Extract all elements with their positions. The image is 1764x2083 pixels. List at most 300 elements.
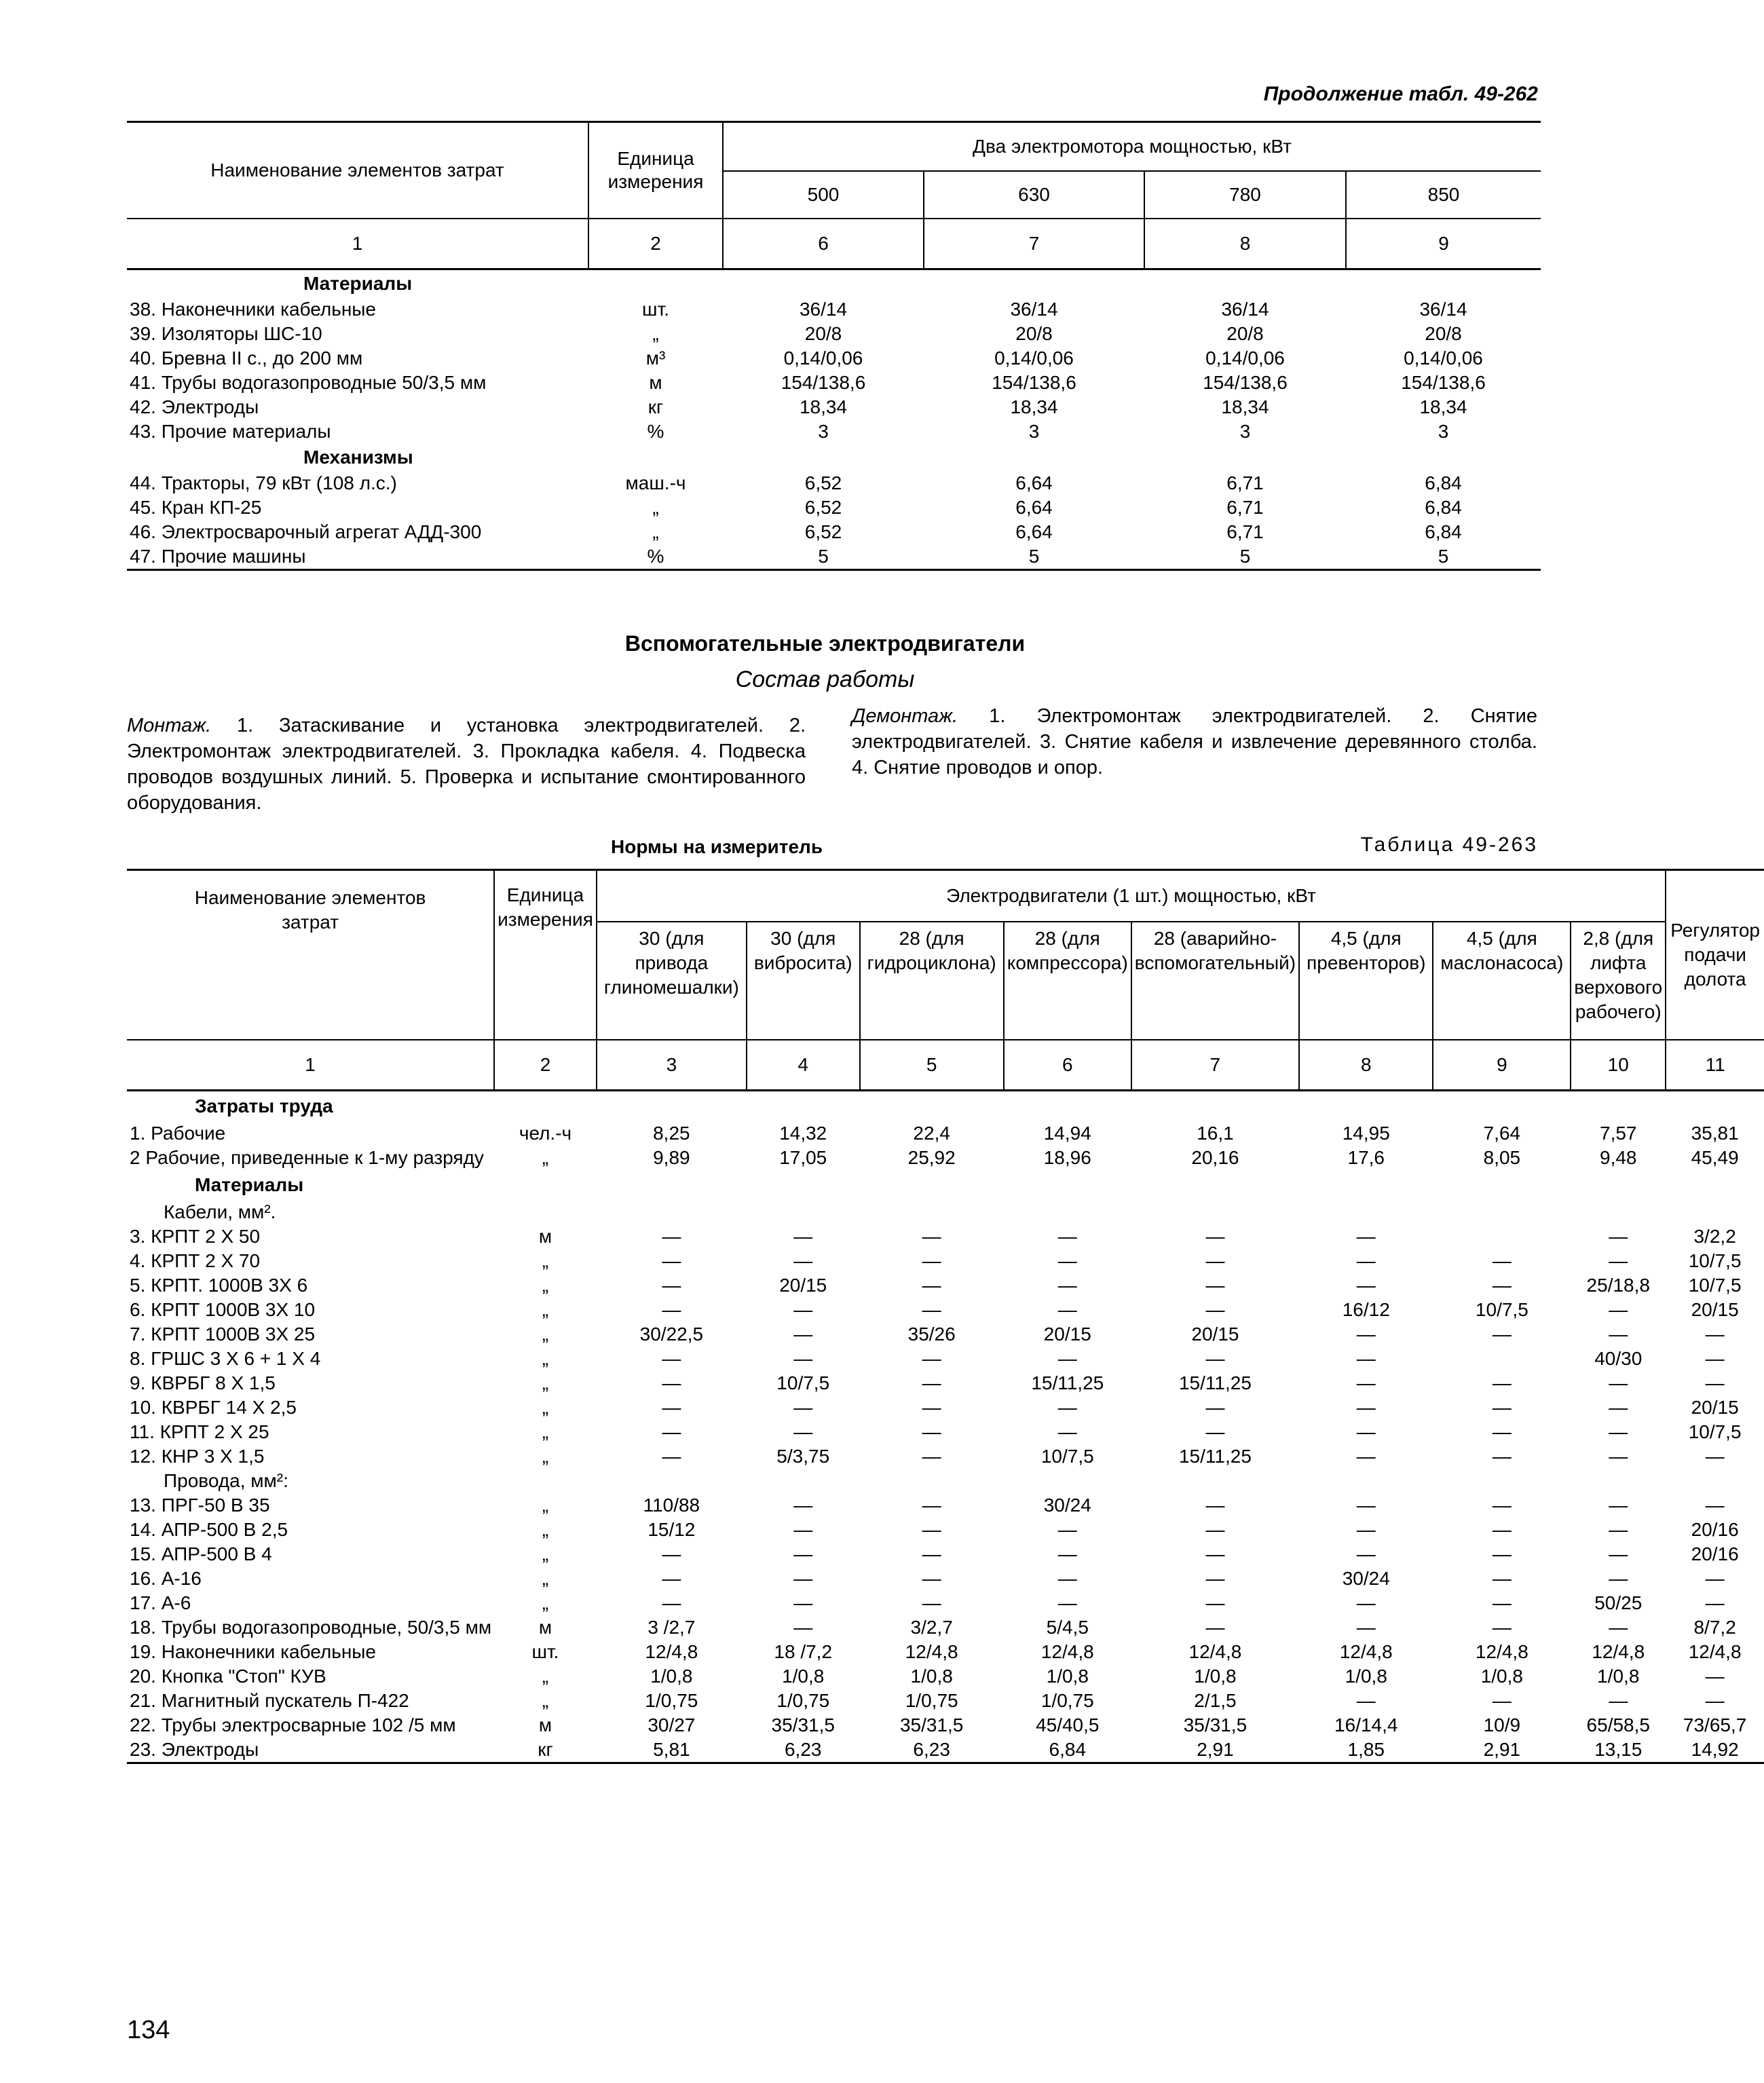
row-name: 5. КРПТ. 1000В 3X 6: [130, 1275, 308, 1296]
row-value: 6,23: [784, 1739, 822, 1760]
row-value: —: [1609, 1372, 1628, 1393]
subgroup-label: Кабели, мм².: [164, 1201, 276, 1222]
row-value: —: [1492, 1324, 1512, 1345]
col-number: 2: [494, 1040, 597, 1091]
row-value: —: [1609, 1226, 1628, 1247]
section-heading: Механизмы: [303, 447, 413, 468]
row-value: —: [1057, 1568, 1077, 1589]
row-value: 16/14,4: [1334, 1714, 1398, 1735]
row-value: 8/7,2: [1693, 1617, 1736, 1638]
row-value: 14,92: [1691, 1739, 1739, 1760]
header-name: Наименование элементов затрат: [194, 887, 426, 933]
row-value: 12/4,8: [1188, 1641, 1242, 1662]
table-row: [127, 471, 1541, 495]
row-value: 35/31,5: [899, 1714, 964, 1735]
row-value: —: [1356, 1250, 1376, 1271]
row-unit: „: [542, 1519, 549, 1540]
row-value: —: [1492, 1421, 1512, 1442]
row-name: 38. Наконечники кабельные: [130, 299, 376, 320]
row-value: —: [1492, 1617, 1512, 1638]
row-name: 41. Трубы водогазопроводные 50/3,5 мм: [130, 372, 487, 393]
table1-body: [127, 269, 1541, 570]
row-name: 39. Изоляторы ШС-10: [130, 323, 322, 344]
row-value: —: [1705, 1324, 1725, 1345]
row-value: —: [793, 1299, 813, 1320]
row-value: 5: [1438, 546, 1449, 567]
row-value: 6,23: [913, 1739, 950, 1760]
row-unit: м³: [645, 348, 666, 369]
table-49-263: [127, 869, 1764, 1764]
table-row: [127, 1420, 1764, 1444]
header-power: 850: [1346, 171, 1541, 219]
row-value: 5: [818, 546, 829, 567]
row-name: 22. Трубы электросварные 102 /5 мм: [130, 1714, 456, 1735]
row-value: 14,95: [1342, 1123, 1390, 1144]
row-value: 5: [1028, 546, 1040, 567]
row-value: 20/15: [1691, 1299, 1739, 1320]
row-name: 11. КРПТ 2 X 25: [130, 1421, 269, 1442]
row-value: —: [793, 1543, 813, 1564]
table-row: [127, 1395, 1764, 1420]
row-unit: „: [652, 323, 659, 344]
table-row: [127, 1615, 1764, 1640]
row-value: 6,64: [1015, 497, 1053, 518]
row-value: —: [662, 1299, 681, 1320]
row-value: —: [1057, 1250, 1077, 1271]
row-value: 15/11,25: [1178, 1446, 1252, 1467]
table-row: [127, 1591, 1764, 1615]
row-value: —: [922, 1519, 941, 1540]
section-heading: Материалы: [195, 1174, 304, 1195]
row-value: 1/0,75: [905, 1690, 958, 1711]
row-value: 1/0,75: [776, 1690, 830, 1711]
row-name: 13. ПРГ-50 В 35: [130, 1495, 270, 1516]
row-value: —: [1492, 1275, 1512, 1296]
table-row: [127, 395, 1541, 419]
table-row: [127, 1689, 1764, 1713]
row-unit: „: [542, 1250, 549, 1271]
header-regulator: Регулятор подачи долота: [1666, 870, 1764, 1040]
row-value: 10/9: [1483, 1714, 1521, 1735]
row-unit: м: [538, 1617, 552, 1638]
row-value: 1,85: [1347, 1739, 1385, 1760]
row-unit: „: [542, 1690, 549, 1711]
row-unit: „: [542, 1275, 549, 1296]
row-value: 1/0,8: [1597, 1666, 1640, 1687]
row-value: —: [793, 1495, 813, 1516]
row-value: 35/31,5: [771, 1714, 835, 1735]
row-value: —: [1057, 1348, 1077, 1369]
table-row: [127, 322, 1541, 346]
header-unit: Единица измерения: [588, 122, 723, 219]
row-value: 12/4,8: [645, 1641, 698, 1662]
row-value: —: [922, 1495, 941, 1516]
row-unit: „: [542, 1372, 549, 1393]
row-value: —: [1057, 1275, 1077, 1296]
table-row: [127, 419, 1541, 444]
row-value: 25,92: [907, 1147, 956, 1168]
row-value: —: [1492, 1592, 1512, 1613]
row-name: 1. Рабочие: [130, 1123, 226, 1144]
row-unit: „: [542, 1666, 549, 1687]
row-value: 1/0,8: [1480, 1666, 1523, 1687]
row-value: 1/0,75: [1040, 1690, 1094, 1711]
table-row: [127, 1146, 1764, 1170]
col-number: 7: [924, 219, 1144, 269]
row-value: —: [1492, 1495, 1512, 1516]
row-value: —: [1609, 1421, 1628, 1442]
table-row: [127, 1298, 1764, 1322]
row-value: 10/7,5: [776, 1372, 830, 1393]
row-value: 35,81: [1691, 1123, 1739, 1144]
row-name: 20. Кнопка "Стоп" КУВ: [130, 1666, 326, 1687]
row-value: 12/4,8: [1475, 1641, 1528, 1662]
row-value: 154/138,6: [992, 372, 1076, 393]
row-value: 10/7,5: [1688, 1275, 1742, 1296]
row-value: —: [1205, 1250, 1225, 1271]
row-value: —: [662, 1446, 681, 1467]
row-unit: „: [542, 1348, 549, 1369]
row-value: —: [1205, 1519, 1225, 1540]
row-value: —: [922, 1372, 941, 1393]
row-unit: „: [652, 521, 659, 542]
table-row: [127, 520, 1541, 544]
row-value: 65/58,5: [1586, 1714, 1650, 1735]
row-unit: „: [542, 1592, 549, 1613]
row-value: —: [1205, 1397, 1225, 1418]
row-value: —: [1205, 1568, 1225, 1589]
row-value: —: [1057, 1397, 1077, 1418]
row-value: 154/138,6: [781, 372, 866, 393]
row-value: 0,14/0,06: [783, 348, 863, 369]
row-value: —: [1609, 1617, 1628, 1638]
row-value: 15/12: [648, 1519, 696, 1540]
row-unit: „: [542, 1324, 549, 1345]
row-value: 20/8: [1226, 323, 1264, 344]
row-value: 9,48: [1600, 1147, 1637, 1168]
row-value: —: [1057, 1226, 1077, 1247]
row-value: —: [1356, 1421, 1376, 1442]
row-value: —: [1205, 1495, 1225, 1516]
row-value: —: [1205, 1421, 1225, 1442]
subgroup-row: [127, 1469, 1764, 1493]
row-value: —: [1609, 1397, 1628, 1418]
row-value: —: [922, 1275, 941, 1296]
row-value: —: [922, 1421, 941, 1442]
row-value: —: [1205, 1617, 1225, 1638]
table-row: [127, 1738, 1764, 1763]
montage-paragraph: [127, 713, 806, 816]
col-number: 5: [860, 1040, 1004, 1091]
row-value: —: [793, 1519, 813, 1540]
section-heading: Затраты труда: [195, 1095, 333, 1116]
row-value: 20/8: [1425, 323, 1462, 344]
row-value: —: [1057, 1421, 1077, 1442]
table-row: [127, 544, 1541, 570]
row-value: [1433, 1224, 1571, 1249]
row-value: 18,34: [1419, 396, 1467, 417]
row-value: 13,15: [1594, 1739, 1643, 1760]
row-value: 6,84: [1425, 497, 1462, 518]
row-value: —: [1356, 1690, 1376, 1711]
row-value: —: [793, 1348, 813, 1369]
row-value: 1/0,8: [910, 1666, 953, 1687]
row-value: —: [1492, 1543, 1512, 1564]
row-value: —: [1205, 1543, 1225, 1564]
row-value: —: [662, 1250, 681, 1271]
row-value: —: [1609, 1250, 1628, 1271]
row-unit: м: [649, 372, 662, 393]
col-number: 9: [1346, 219, 1541, 269]
row-unit: шт.: [642, 299, 669, 320]
row-value: —: [793, 1421, 813, 1442]
row-value: —: [1356, 1275, 1376, 1296]
row-value: 5: [1239, 546, 1251, 567]
col-number: 8: [1144, 219, 1346, 269]
row-value: 0,14/0,06: [1404, 348, 1483, 369]
row-value: 20/15: [1043, 1324, 1091, 1345]
header-col: 28 (аварийно-вспомогательный): [1131, 922, 1299, 1040]
row-value: —: [1705, 1348, 1725, 1369]
header-group: Два электромотора мощностью, кВт: [723, 122, 1541, 172]
row-name: 16. А-16: [130, 1568, 202, 1589]
table-49-262-continuation: [127, 121, 1541, 571]
row-value: 6,52: [804, 497, 842, 518]
table-row: [127, 1121, 1764, 1146]
row-value: 1/0,8: [1046, 1666, 1089, 1687]
demontage-label: Демонтаж.: [852, 705, 958, 727]
row-value: —: [1356, 1324, 1376, 1345]
row-unit: шт.: [531, 1641, 559, 1662]
row-value: —: [1492, 1519, 1512, 1540]
table-row: [127, 1640, 1764, 1664]
row-value: —: [1356, 1543, 1376, 1564]
row-unit: %: [647, 546, 664, 567]
row-value: 20/15: [779, 1275, 827, 1296]
row-name: 7. КРПТ 1000В 3X 25: [130, 1324, 316, 1345]
row-value: 1/0,8: [782, 1666, 825, 1687]
table-row: [127, 1713, 1764, 1738]
row-value: 3 /2,7: [648, 1617, 696, 1638]
row-value: 1/0,8: [1194, 1666, 1237, 1687]
demontage-text: 1. Электромонтаж электродвигателей. 2. Снятие электродвигателей. 3. Снятие кабеля и извлечение деревянного столба. 4. Снятие проводов и опор.: [852, 705, 1537, 778]
row-value: 40/30: [1594, 1348, 1643, 1369]
table-row: [127, 1493, 1764, 1518]
row-value: 1/0,8: [1345, 1666, 1387, 1687]
header-col: 4,5 (для превенторов): [1299, 922, 1433, 1040]
row-unit: „: [542, 1147, 549, 1168]
row-name: 8. ГРШС 3 X 6 + 1 X 4: [130, 1348, 321, 1369]
row-value: 2,91: [1197, 1739, 1234, 1760]
row-value: 16,1: [1197, 1123, 1234, 1144]
row-value: —: [1356, 1446, 1376, 1467]
section-subtitle: Состав работы: [735, 667, 915, 692]
row-value: 3: [1028, 421, 1040, 442]
row-name: 44. Тракторы, 79 кВт (108 л.с.): [130, 472, 397, 493]
row-value: —: [1492, 1568, 1512, 1589]
col-number: 6: [1004, 1040, 1131, 1091]
table-row: [127, 1224, 1764, 1249]
section-row: [127, 444, 1541, 471]
row-value: —: [1356, 1519, 1376, 1540]
row-value: —: [1492, 1372, 1512, 1393]
row-value: —: [1356, 1617, 1376, 1638]
table2-body: [127, 1091, 1764, 1763]
row-value: —: [1205, 1226, 1225, 1247]
row-value: 2/1,5: [1194, 1690, 1237, 1711]
header-group: Электродвигатели (1 шт.) мощностью, кВт: [597, 870, 1666, 922]
row-value: —: [1205, 1348, 1225, 1369]
row-value: —: [1705, 1592, 1725, 1613]
row-value: 6,71: [1226, 472, 1264, 493]
row-unit: кг: [538, 1739, 553, 1760]
row-value: 10/7,5: [1688, 1250, 1742, 1271]
row-value: —: [793, 1568, 813, 1589]
row-value: 6,64: [1015, 472, 1053, 493]
header-col: 30 (для привода глиномешалки): [597, 922, 747, 1040]
row-value: —: [662, 1397, 681, 1418]
table-row: [127, 1518, 1764, 1542]
row-value: —: [793, 1324, 813, 1345]
row-value: —: [1705, 1372, 1725, 1393]
row-unit: „: [542, 1495, 549, 1516]
row-value: 36/14: [1419, 299, 1467, 320]
row-value: 17,05: [779, 1147, 827, 1168]
row-unit: „: [542, 1568, 549, 1589]
row-value: —: [662, 1543, 681, 1564]
row-value: 20/15: [1191, 1324, 1239, 1345]
row-value: 15/11,25: [1031, 1372, 1104, 1393]
row-name: 15. АПР-500 В 4: [130, 1543, 272, 1564]
row-name: 19. Наконечники кабельные: [130, 1641, 376, 1662]
row-value: 154/138,6: [1203, 372, 1288, 393]
row-value: 6,71: [1226, 521, 1264, 542]
section-row: [127, 269, 1541, 298]
header-col: 28 (для гидроциклона): [860, 922, 1004, 1040]
row-value: 3: [1239, 421, 1251, 442]
table-row: [127, 371, 1541, 395]
row-unit: %: [647, 421, 664, 442]
row-value: —: [1609, 1495, 1628, 1516]
row-value: 18,96: [1043, 1147, 1091, 1168]
col-number: 1: [127, 1040, 494, 1091]
row-value: 0,14/0,06: [994, 348, 1074, 369]
row-unit: маш.-ч: [625, 472, 686, 493]
row-unit: „: [542, 1446, 549, 1467]
row-value: 6,52: [804, 521, 842, 542]
col-number: 7: [1131, 1040, 1299, 1091]
row-value: 50/25: [1594, 1592, 1643, 1613]
col-number: 6: [723, 219, 924, 269]
row-value: —: [1705, 1495, 1725, 1516]
row-value: —: [662, 1372, 681, 1393]
header-col: 4,5 (для маслонасоса): [1433, 922, 1571, 1040]
row-value: 6,52: [804, 472, 842, 493]
row-value: —: [922, 1543, 941, 1564]
col-number: 1: [127, 219, 588, 269]
table-row: [127, 346, 1541, 371]
table-row: [127, 1347, 1764, 1371]
row-value: —: [922, 1348, 941, 1369]
row-value: —: [1609, 1519, 1628, 1540]
row-value: 7,57: [1600, 1123, 1637, 1144]
row-value: 6,71: [1226, 497, 1264, 518]
row-value: —: [793, 1617, 813, 1638]
header-name: Наименование элементов затрат: [210, 159, 504, 181]
table-row: [127, 495, 1541, 520]
row-value: 0,14/0,06: [1205, 348, 1285, 369]
table-row: [127, 1542, 1764, 1566]
row-value: —: [662, 1348, 681, 1369]
row-value: —: [1609, 1543, 1628, 1564]
row-value: 12/4,8: [1040, 1641, 1094, 1662]
row-name: 10. КВРБГ 14 X 2,5: [130, 1397, 297, 1418]
row-value: —: [1705, 1568, 1725, 1589]
row-value: 20/8: [1015, 323, 1053, 344]
row-name: 9. КВРБГ 8 X 1,5: [130, 1372, 276, 1393]
row-value: —: [922, 1226, 941, 1247]
row-name: 4. КРПТ 2 X 70: [130, 1250, 261, 1271]
row-value: —: [1705, 1446, 1725, 1467]
row-value: 3: [818, 421, 829, 442]
row-value: —: [1705, 1666, 1725, 1687]
table-row: [127, 297, 1541, 322]
header-power: 780: [1144, 171, 1346, 219]
row-value: —: [662, 1275, 681, 1296]
row-name: 46. Электросварочный агрегат АДД-300: [130, 521, 482, 542]
subgroup-row: [127, 1200, 1764, 1224]
col-number: 9: [1433, 1040, 1571, 1091]
row-name: 40. Бревна II с., до 200 мм: [130, 348, 363, 369]
row-name: 42. Электроды: [130, 396, 259, 417]
row-value: —: [1057, 1299, 1077, 1320]
row-value: 20/15: [1691, 1397, 1739, 1418]
row-value: 3: [1438, 421, 1449, 442]
table-row: [127, 1444, 1764, 1469]
row-value: 45,49: [1691, 1147, 1739, 1168]
row-value: 36/14: [799, 299, 848, 320]
row-value: —: [1057, 1543, 1077, 1564]
montage-text: 1. Затаскивание и установка электродвигателей. 2. Электромонтаж электродвигателей. 3. Прокладка кабеля. 4. Подвеска проводов воздушных линий. 5. Проверка и испытание смонтированного оборудования.: [127, 715, 806, 814]
row-value: 12/4,8: [1688, 1641, 1742, 1662]
row-value: 15/11,25: [1178, 1372, 1252, 1393]
table-row: [127, 1249, 1764, 1273]
row-value: 10/7,5: [1688, 1421, 1742, 1442]
row-unit: м: [538, 1226, 552, 1247]
row-value: —: [1492, 1690, 1512, 1711]
row-value: 35/31,5: [1183, 1714, 1247, 1735]
header-col: 30 (для вибросита): [747, 922, 860, 1040]
header-col: 28 (для компрессора): [1004, 922, 1131, 1040]
row-value: —: [793, 1592, 813, 1613]
row-value: —: [662, 1568, 681, 1589]
row-value: 14,32: [779, 1123, 827, 1144]
row-value: 12/4,8: [1592, 1641, 1645, 1662]
row-value: 9,89: [653, 1147, 690, 1168]
row-value: —: [793, 1226, 813, 1247]
row-value: 6,84: [1049, 1739, 1087, 1760]
col-number: 11: [1666, 1040, 1764, 1091]
row-value: 10/7,5: [1475, 1299, 1528, 1320]
row-value: 45/40,5: [1036, 1714, 1100, 1735]
row-value: —: [1205, 1299, 1225, 1320]
row-name: 14. АПР-500 В 2,5: [130, 1519, 288, 1540]
section-title: Вспомогательные электродвигатели: [624, 631, 1026, 656]
row-unit: м: [538, 1714, 552, 1735]
row-value: —: [922, 1397, 941, 1418]
row-unit: „: [542, 1543, 549, 1564]
row-value: —: [793, 1397, 813, 1418]
